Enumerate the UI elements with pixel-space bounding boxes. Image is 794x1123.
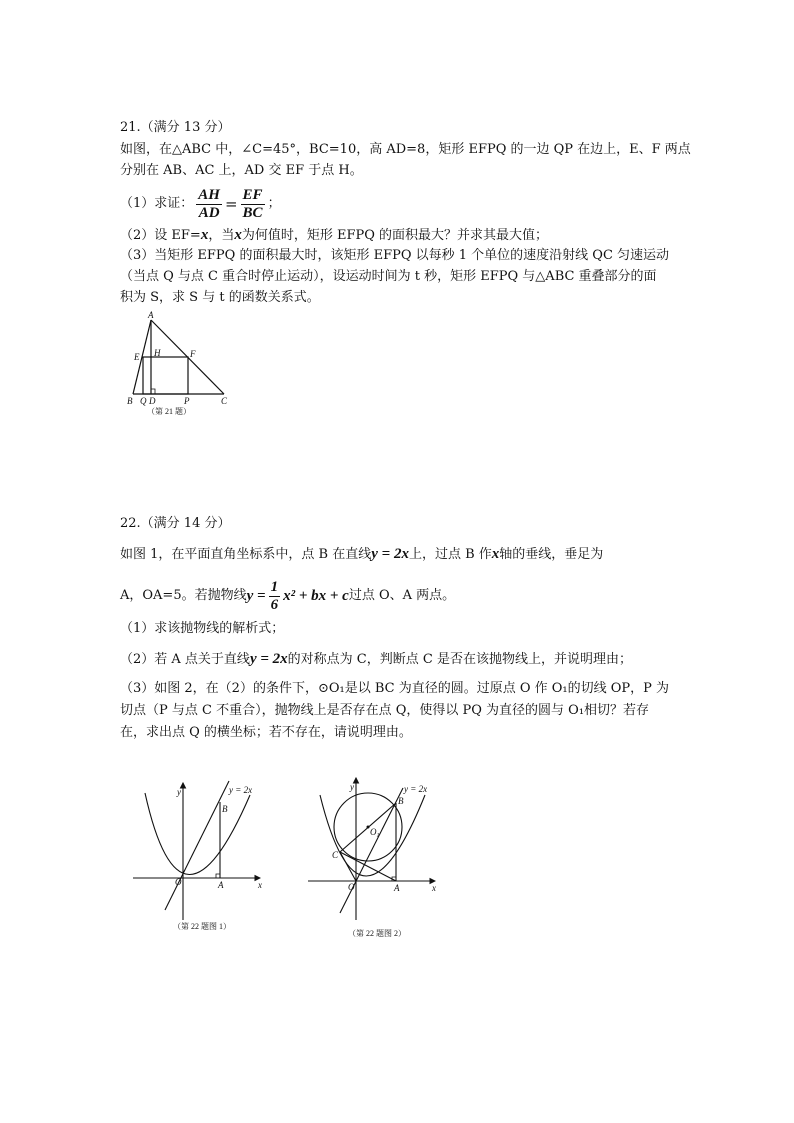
q21-stem-line1: 如图，在△ABC 中，∠C=45°，BC=10，高 AD=8，矩形 EFPQ 的一边 QP 在边上，E、F 两点 xyxy=(120,142,691,157)
label-h: H xyxy=(154,348,161,358)
label-o1-subscript: 1 xyxy=(376,833,380,839)
q22-part3-line1: （3）如图 2，在（2）的条件下，⊙O₁是以 BC 为直径的圆。过原点 O 作 O₁的切线 OP，P 为 xyxy=(120,681,670,696)
q22-figure1-caption: （第 22 题图 1） xyxy=(173,922,231,931)
math-var-x: x xyxy=(491,546,500,562)
q21-part3-line2: （当点 Q 与点 C 重合时停止运动），设运动时间为 t 秒，矩形 EFPQ 与△ABC 重叠部分的面 xyxy=(120,269,657,284)
label-y: y xyxy=(350,782,354,792)
q22-header: 22.（满分 14 分） xyxy=(120,516,231,531)
fraction-numerator: 1 xyxy=(270,578,279,595)
math-eq-y-2x: y = 2x xyxy=(249,651,288,667)
line-y-2x xyxy=(340,788,403,913)
q22-part2-b: 的对称点为 C，判断点 C 是否在该抛物线上，并说明理由； xyxy=(287,652,632,667)
q22-figure1 xyxy=(125,775,285,940)
right-angle-mark xyxy=(216,874,220,878)
math-var-x: x xyxy=(234,227,242,243)
q21-stem-line2: 分别在 AB、AC 上，AD 交 EF 于点 H。 xyxy=(120,163,363,178)
fraction-denominator: 6 xyxy=(270,596,279,613)
math-var-x: x xyxy=(200,227,209,243)
fraction-ah-ad xyxy=(196,187,222,222)
q21-part1-prefix: （1）求证： xyxy=(120,196,194,211)
fraction-denominator: BC xyxy=(242,204,263,221)
label-o: O xyxy=(348,882,355,892)
math-eq-y-2x: y = 2x xyxy=(371,546,409,562)
label-c: C xyxy=(221,396,228,406)
q21-part3-line3: 积为 S，求 S 与 t 的函数关系式。 xyxy=(120,290,320,305)
label-q: Q xyxy=(140,396,147,406)
q21-part3-line1: （3）当矩形 EFPQ 的面积最大时，该矩形 EFPQ 以每秒 1 个单位的速度沿射线 QC 匀速运动 xyxy=(120,248,670,263)
q22-stem-a: 如图 1，在平面直角坐标系中，点 B 在直线 xyxy=(120,547,372,562)
label-line-eq: y = 2x xyxy=(229,785,253,795)
fraction-denominator: AD xyxy=(198,204,220,221)
q22-stem-line2 xyxy=(120,576,455,616)
q22-stem-line1 xyxy=(120,545,603,564)
label-b: B xyxy=(127,396,133,406)
label-x: x xyxy=(432,883,436,893)
fraction-numerator: EF xyxy=(242,186,263,203)
line-y-2x xyxy=(165,781,229,910)
right-angle-mark xyxy=(151,389,155,394)
q21-figure xyxy=(120,308,240,418)
q21-part2-c: 为何值时，矩形 EFPQ 的面积最大？并求其最大值； xyxy=(241,228,549,243)
label-p: P xyxy=(184,396,190,406)
label-f: F xyxy=(190,349,196,359)
q22-part3-line2: 切点（P 与点 C 不重合），抛物线上是否存在点 Q，使得以 PQ 为直径的圆与 O₁相切？若存 xyxy=(120,703,650,718)
rectangle-efpq xyxy=(143,357,188,394)
q21-part2-a: （2）设 EF= xyxy=(120,228,201,243)
label-a: A xyxy=(148,310,154,320)
label-y: y xyxy=(177,787,181,797)
q22-stem-d: A，OA=5。若抛物线 xyxy=(120,588,247,603)
q21-part2-b: ，当 xyxy=(208,228,235,243)
label-d: D xyxy=(149,396,156,406)
label-b: B xyxy=(222,804,228,814)
q22-stem-c: 轴的垂线，垂足为 xyxy=(499,547,604,562)
label-o: O xyxy=(175,877,182,887)
q22-stem-e: 过点 O、A 两点。 xyxy=(348,588,456,603)
fraction-ef-bc xyxy=(241,187,265,222)
label-x: x xyxy=(258,880,262,890)
math-y-eq: y = xyxy=(246,588,266,604)
label-o1 xyxy=(370,827,380,839)
label-a: A xyxy=(394,883,400,893)
label-c: C xyxy=(332,850,339,860)
label-a: A xyxy=(218,880,224,890)
math-polynomial: x² + bx + c xyxy=(283,588,349,604)
q22-stem-b: 上，过点 B 作 xyxy=(408,547,492,562)
fraction-one-sixth xyxy=(269,579,281,614)
label-b: B xyxy=(398,796,404,806)
q22-figure2-caption: （第 22 题图 2） xyxy=(348,929,406,938)
label-line-eq: y = 2x xyxy=(404,784,428,794)
q21-part1 xyxy=(120,184,281,224)
label-e: E xyxy=(134,352,140,362)
q22-part1: （1）求该抛物线的解析式； xyxy=(120,621,285,636)
fraction-numerator: AH xyxy=(198,186,220,203)
q22-part3-line3: 在，求出点 Q 的横坐标；若不存在，请说明理由。 xyxy=(120,725,412,740)
q22-figure2 xyxy=(300,770,450,940)
q21-header: 21.（满分 13 分） xyxy=(120,120,231,135)
q22-part2 xyxy=(120,650,632,669)
equals-sign: = xyxy=(224,195,238,213)
q22-part2-a: （2）若 A 点关于直线 xyxy=(120,652,250,667)
q21-part2 xyxy=(120,226,548,245)
q21-figure-caption: （第 21 题） xyxy=(147,407,191,416)
parabola xyxy=(145,793,250,875)
q21-part1-suffix: ； xyxy=(267,196,281,211)
label-o1-main: O xyxy=(370,827,377,837)
